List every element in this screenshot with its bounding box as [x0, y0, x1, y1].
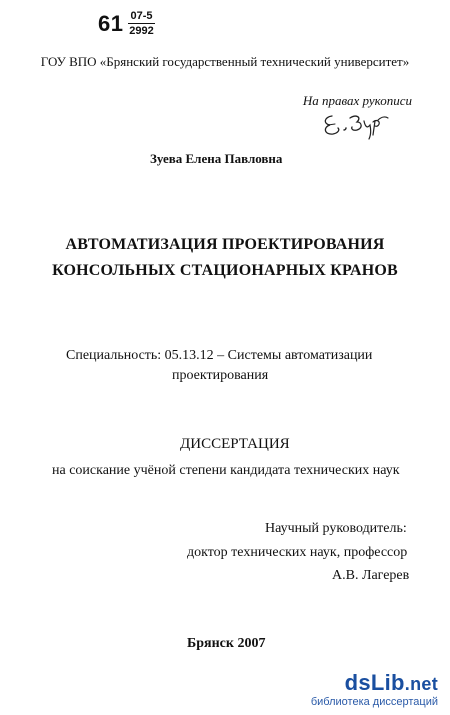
- author-name: Зуева Елена Павловна: [150, 151, 283, 166]
- dslib-watermark[interactable]: [311, 671, 438, 709]
- logo-lib: Lib: [370, 670, 405, 695]
- specialty-line-1: Специальность: 05.13.12 – Системы автоматизации: [66, 348, 373, 363]
- dissertation-label: ДИССЕРТАЦИЯ: [180, 436, 290, 452]
- degree-text: на соискание учёной степени кандидата технических наук: [52, 463, 400, 478]
- title-line-1: АВТОМАТИЗАЦИЯ ПРОЕКТИРОВАНИЯ: [65, 236, 385, 253]
- handwritten-signature: [318, 108, 390, 140]
- catalog-code-bottom: 2992: [129, 25, 154, 37]
- supervisor-title: доктор технических наук, профессор: [187, 545, 408, 560]
- supervisor-label: Научный руководитель:: [265, 521, 407, 536]
- catalog-code-fraction: [128, 10, 154, 37]
- logo-net: .net: [404, 674, 438, 694]
- catalog-code-top: 07-5: [130, 10, 153, 22]
- manuscript-rights: На правах рукописи: [302, 93, 412, 108]
- specialty-line-2: проектирования: [172, 368, 269, 383]
- supervisor-name: А.В. Лагерев: [332, 568, 410, 583]
- catalog-code: [98, 10, 155, 37]
- logo-ds: ds: [344, 670, 371, 695]
- dslib-logo[interactable]: [311, 671, 438, 696]
- title-line-2: КОНСОЛЬНЫХ СТАЦИОНАРНЫХ КРАНОВ: [52, 262, 398, 279]
- watermark-subtitle: библиотека диссертаций: [310, 696, 438, 708]
- city-year: Брянск 2007: [187, 636, 266, 651]
- catalog-code-main: 61: [98, 10, 124, 36]
- university-name: ГОУ ВПО «Брянский государственный технический университет»: [40, 54, 410, 69]
